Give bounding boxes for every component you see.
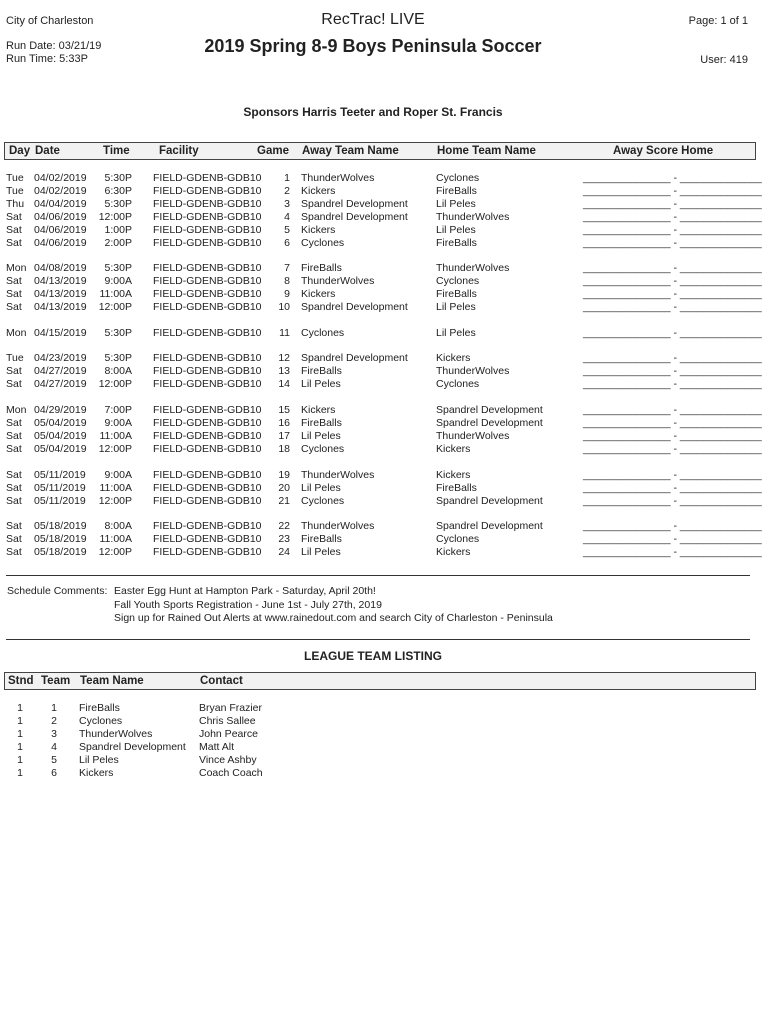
game-day: Sat	[6, 430, 22, 442]
game-facility: FIELD-GDENB-GDB10	[153, 404, 262, 416]
game-number: 1	[284, 172, 290, 184]
team-number: 4	[51, 741, 57, 753]
game-home-team: Spandrel Development	[436, 495, 543, 507]
game-facility: FIELD-GDENB-GDB10	[153, 275, 262, 287]
game-home-team: Kickers	[436, 443, 471, 455]
game-day: Sat	[6, 378, 22, 390]
score-entry: _______________ - ______________	[583, 378, 762, 390]
game-day: Sat	[6, 301, 22, 313]
game-time: 1:00P	[104, 224, 132, 236]
game-time: 5:30P	[104, 327, 132, 339]
game-number: 10	[278, 301, 290, 313]
game-time: 11:00A	[99, 482, 132, 494]
game-number: 16	[278, 417, 290, 429]
game-row	[0, 275, 770, 288]
run-time: Run Time: 5:33P	[6, 53, 88, 65]
game-away-team: Kickers	[301, 288, 336, 300]
game-home-team: FireBalls	[436, 185, 477, 197]
team-number: 2	[51, 715, 57, 727]
game-facility: FIELD-GDENB-GDB10	[153, 533, 262, 545]
game-day: Mon	[6, 404, 27, 416]
team-name: ThunderWolves	[79, 728, 153, 740]
game-time: 5:30P	[104, 198, 132, 210]
game-facility: FIELD-GDENB-GDB10	[153, 417, 262, 429]
game-day: Sat	[6, 288, 22, 300]
score-entry: _______________ - ______________	[583, 288, 762, 300]
game-away-team: Cyclones	[301, 327, 345, 339]
game-time: 6:30P	[104, 185, 132, 197]
game-time: 12:00P	[98, 378, 132, 390]
score-entry: _______________ - ______________	[583, 262, 762, 274]
team-number: 1	[51, 702, 57, 714]
game-away-team: Cyclones	[301, 495, 345, 507]
game-away-team: ThunderWolves	[301, 172, 375, 184]
game-number: 18	[278, 443, 290, 455]
game-number: 19	[278, 469, 290, 481]
game-facility: FIELD-GDENB-GDB10	[153, 211, 262, 223]
game-time: 12:00P	[98, 546, 132, 558]
game-number: 12	[278, 352, 290, 364]
game-time: 12:00P	[98, 301, 132, 313]
score-entry: _______________ - ______________	[583, 185, 762, 197]
game-day: Sat	[6, 237, 22, 249]
game-time: 7:00P	[104, 404, 132, 416]
game-date: 04/27/2019	[34, 365, 87, 377]
game-away-team: Lil Peles	[301, 430, 341, 442]
score-entry: _______________ - ______________	[583, 546, 762, 558]
game-date: 04/04/2019	[34, 198, 87, 210]
game-facility: FIELD-GDENB-GDB10	[153, 301, 262, 313]
game-row	[0, 198, 770, 211]
game-away-team: Spandrel Development	[301, 301, 408, 313]
game-home-team: FireBalls	[436, 237, 477, 249]
game-date: 04/06/2019	[34, 224, 87, 236]
game-number: 11	[279, 327, 290, 339]
game-facility: FIELD-GDENB-GDB10	[153, 224, 262, 236]
game-row	[0, 365, 770, 378]
col-game: Game	[257, 145, 289, 157]
game-home-team: FireBalls	[436, 288, 477, 300]
game-time: 9:00A	[104, 469, 132, 481]
sponsors-line: Sponsors Harris Teeter and Roper St. Francis	[243, 105, 503, 119]
game-facility: FIELD-GDENB-GDB10	[153, 288, 262, 300]
game-day: Sat	[6, 275, 22, 287]
team-row	[0, 754, 770, 767]
game-date: 05/11/2019	[34, 495, 86, 507]
game-day: Sat	[6, 533, 22, 545]
score-entry: _______________ - ______________	[583, 482, 762, 494]
game-home-team: Spandrel Development	[436, 404, 543, 416]
col-away-team: Away Team Name	[302, 145, 399, 157]
team-row	[0, 767, 770, 780]
game-number: 20	[278, 482, 290, 494]
game-home-team: Lil Peles	[436, 198, 476, 210]
game-time: 11:00A	[99, 288, 132, 300]
game-time: 8:00A	[104, 365, 132, 377]
game-home-team: Spandrel Development	[436, 417, 543, 429]
game-day: Mon	[6, 262, 27, 274]
game-time: 2:00P	[104, 237, 132, 249]
score-entry: _______________ - ______________	[583, 352, 762, 364]
game-home-team: ThunderWolves	[436, 365, 510, 377]
game-away-team: Cyclones	[301, 237, 345, 249]
game-number: 2	[284, 185, 290, 197]
score-entry: _______________ - ______________	[583, 224, 762, 236]
app-title: RecTrac! LIVE	[321, 11, 425, 28]
game-row	[0, 482, 770, 495]
game-date: 05/11/2019	[34, 482, 86, 494]
game-day: Tue	[6, 185, 24, 197]
page-number: Page: 1 of 1	[688, 15, 748, 27]
game-date: 04/27/2019	[34, 378, 87, 390]
score-entry: _______________ - ______________	[583, 198, 762, 210]
score-entry: _______________ - ______________	[583, 495, 762, 507]
game-time: 8:00A	[104, 520, 132, 532]
game-facility: FIELD-GDENB-GDB10	[153, 365, 262, 377]
game-away-team: FireBalls	[301, 417, 342, 429]
game-row	[0, 495, 770, 508]
game-day: Sat	[6, 495, 22, 507]
game-row	[0, 211, 770, 224]
game-number: 14	[278, 378, 290, 390]
team-name: Cyclones	[79, 715, 123, 727]
game-facility: FIELD-GDENB-GDB10	[153, 262, 262, 274]
game-day: Tue	[6, 352, 24, 364]
game-facility: FIELD-GDENB-GDB10	[153, 198, 262, 210]
game-home-team: ThunderWolves	[436, 262, 510, 274]
game-number: 22	[278, 520, 290, 532]
game-date: 04/23/2019	[34, 352, 87, 364]
game-date: 05/18/2019	[34, 546, 87, 558]
comment-line: Easter Egg Hunt at Hampton Park - Saturday, April 20th!	[114, 585, 376, 597]
report-title: 2019 Spring 8-9 Boys Peninsula Soccer	[204, 36, 542, 56]
game-time: 5:30P	[104, 172, 132, 184]
game-date: 05/11/2019	[34, 469, 86, 481]
game-away-team: Cyclones	[301, 443, 345, 455]
game-number: 23	[278, 533, 290, 545]
game-home-team: ThunderWolves	[436, 430, 510, 442]
game-away-team: Kickers	[301, 185, 336, 197]
game-row	[0, 417, 770, 430]
game-row	[0, 224, 770, 237]
game-number: 6	[284, 237, 290, 249]
col-score: Away Score Home	[613, 145, 714, 157]
game-home-team: Cyclones	[436, 275, 480, 287]
game-time: 11:00A	[99, 533, 132, 545]
game-home-team: Spandrel Development	[436, 520, 543, 532]
team-name: Lil Peles	[79, 754, 119, 766]
team-stnd: 1	[17, 767, 23, 779]
game-date: 05/04/2019	[34, 443, 87, 455]
team-contact: Coach Coach	[199, 767, 263, 779]
team-stnd: 1	[17, 715, 23, 727]
game-away-team: ThunderWolves	[301, 469, 375, 481]
divider	[6, 575, 750, 576]
game-facility: FIELD-GDENB-GDB10	[153, 430, 262, 442]
col-day: Day	[9, 145, 31, 157]
team-stnd: 1	[17, 702, 23, 714]
game-day: Mon	[6, 327, 27, 339]
team-contact: John Pearce	[199, 728, 258, 740]
score-entry: _______________ - ______________	[583, 404, 762, 416]
score-entry: _______________ - ______________	[583, 172, 762, 184]
league-title: LEAGUE TEAM LISTING	[304, 649, 442, 663]
score-entry: _______________ - ______________	[583, 275, 762, 287]
team-contact: Vince Ashby	[199, 754, 257, 766]
game-day: Sat	[6, 365, 22, 377]
comment-line: Fall Youth Sports Registration - June 1st - July 27th, 2019	[114, 599, 382, 611]
game-number: 24	[278, 546, 290, 558]
game-day: Sat	[6, 443, 22, 455]
game-date: 04/06/2019	[34, 237, 87, 249]
game-day: Sat	[6, 224, 22, 236]
game-row	[0, 352, 770, 365]
game-time: 9:00A	[104, 275, 132, 287]
game-away-team: Lil Peles	[301, 378, 341, 390]
game-date: 04/13/2019	[34, 275, 87, 287]
game-facility: FIELD-GDENB-GDB10	[153, 495, 262, 507]
game-date: 04/15/2019	[34, 327, 87, 339]
game-row	[0, 404, 770, 417]
game-day: Sat	[6, 417, 22, 429]
game-day: Thu	[6, 198, 25, 210]
game-away-team: Kickers	[301, 404, 336, 416]
game-time: 12:00P	[98, 443, 132, 455]
game-row	[0, 378, 770, 391]
game-away-team: Spandrel Development	[301, 352, 408, 364]
game-home-team: Cyclones	[436, 172, 480, 184]
team-stnd: 1	[17, 741, 23, 753]
game-home-team: Lil Peles	[436, 327, 476, 339]
divider	[6, 639, 750, 640]
game-day: Sat	[6, 546, 22, 558]
team-stnd: 1	[17, 728, 23, 740]
score-entry: _______________ - ______________	[583, 520, 762, 532]
score-entry: _______________ - ______________	[583, 443, 762, 455]
game-row	[0, 533, 770, 546]
game-facility: FIELD-GDENB-GDB10	[153, 185, 262, 197]
col-date: Date	[35, 145, 60, 157]
game-date: 05/04/2019	[34, 417, 87, 429]
game-row	[0, 469, 770, 482]
game-facility: FIELD-GDENB-GDB10	[153, 443, 262, 455]
game-date: 04/13/2019	[34, 288, 87, 300]
game-date: 05/04/2019	[34, 430, 87, 442]
game-home-team: Kickers	[436, 546, 471, 558]
col-team: Team	[41, 675, 71, 687]
game-row	[0, 430, 770, 443]
game-row	[0, 262, 770, 275]
team-stnd: 1	[17, 754, 23, 766]
game-row	[0, 327, 770, 340]
game-day: Sat	[6, 482, 22, 494]
col-time: Time	[103, 145, 130, 157]
game-away-team: FireBalls	[301, 365, 342, 377]
game-away-team: ThunderWolves	[301, 520, 375, 532]
game-row	[0, 237, 770, 250]
game-facility: FIELD-GDENB-GDB10	[153, 378, 262, 390]
game-facility: FIELD-GDENB-GDB10	[153, 469, 262, 481]
game-number: 13	[278, 365, 290, 377]
game-away-team: Spandrel Development	[301, 198, 408, 210]
game-away-team: Lil Peles	[301, 546, 341, 558]
game-date: 04/06/2019	[34, 211, 87, 223]
team-contact: Bryan Frazier	[199, 702, 263, 714]
team-name: FireBalls	[79, 702, 120, 714]
score-entry: _______________ - ______________	[583, 365, 762, 377]
game-row	[0, 172, 770, 185]
game-away-team: Spandrel Development	[301, 211, 408, 223]
game-day: Tue	[6, 172, 24, 184]
run-date: Run Date: 03/21/19	[6, 40, 102, 52]
game-date: 04/02/2019	[34, 172, 87, 184]
user-id: User: 419	[700, 54, 748, 66]
col-stnd: Stnd	[8, 675, 34, 687]
game-home-team: Kickers	[436, 352, 471, 364]
game-number: 15	[278, 404, 290, 416]
game-facility: FIELD-GDENB-GDB10	[153, 546, 262, 558]
game-day: Sat	[6, 469, 22, 481]
game-time: 12:00P	[98, 211, 132, 223]
game-number: 3	[284, 198, 290, 210]
game-away-team: Lil Peles	[301, 482, 341, 494]
score-entry: _______________ - ______________	[583, 237, 762, 249]
game-number: 7	[284, 262, 290, 274]
game-date: 05/18/2019	[34, 520, 87, 532]
team-name: Kickers	[79, 767, 114, 779]
team-row	[0, 715, 770, 728]
game-row	[0, 520, 770, 533]
game-number: 17	[278, 430, 290, 442]
comments-label: Schedule Comments:	[7, 585, 108, 597]
game-number: 9	[284, 288, 290, 300]
game-facility: FIELD-GDENB-GDB10	[153, 482, 262, 494]
score-entry: _______________ - ______________	[583, 469, 762, 481]
game-home-team: ThunderWolves	[436, 211, 510, 223]
game-row	[0, 443, 770, 456]
team-number: 3	[51, 728, 57, 740]
comment-line: Sign up for Rained Out Alerts at www.rainedout.com and search City of Charleston - Peninsula	[114, 612, 553, 624]
schedule-header	[4, 142, 756, 160]
game-day: Sat	[6, 520, 22, 532]
game-home-team: Cyclones	[436, 533, 480, 545]
game-date: 05/18/2019	[34, 533, 87, 545]
game-number: 4	[284, 211, 290, 223]
col-home-team: Home Team Name	[437, 145, 536, 157]
game-time: 11:00A	[99, 430, 132, 442]
game-away-team: FireBalls	[301, 533, 342, 545]
team-name: Spandrel Development	[79, 741, 186, 753]
game-row	[0, 546, 770, 559]
game-facility: FIELD-GDENB-GDB10	[153, 327, 262, 339]
col-team-name: Team Name	[80, 675, 144, 687]
score-entry: _______________ - ______________	[583, 327, 762, 339]
team-contact: Matt Alt	[199, 741, 235, 753]
game-row	[0, 185, 770, 198]
score-entry: _______________ - ______________	[583, 301, 762, 313]
team-row	[0, 728, 770, 741]
col-facility: Facility	[159, 145, 199, 157]
team-number: 5	[51, 754, 57, 766]
game-facility: FIELD-GDENB-GDB10	[153, 237, 262, 249]
game-away-team: FireBalls	[301, 262, 342, 274]
game-date: 04/08/2019	[34, 262, 87, 274]
score-entry: _______________ - ______________	[583, 417, 762, 429]
team-row	[0, 702, 770, 715]
game-time: 5:30P	[104, 352, 132, 364]
game-home-team: Lil Peles	[436, 224, 476, 236]
game-time: 9:00A	[104, 417, 132, 429]
game-home-team: FireBalls	[436, 482, 477, 494]
score-entry: _______________ - ______________	[583, 533, 762, 545]
game-row	[0, 301, 770, 314]
team-row	[0, 741, 770, 754]
game-facility: FIELD-GDENB-GDB10	[153, 520, 262, 532]
game-date: 04/02/2019	[34, 185, 87, 197]
game-row	[0, 288, 770, 301]
col-contact: Contact	[200, 675, 243, 687]
game-away-team: ThunderWolves	[301, 275, 375, 287]
game-home-team: Kickers	[436, 469, 471, 481]
game-date: 04/29/2019	[34, 404, 87, 416]
team-contact: Chris Sallee	[199, 715, 256, 727]
score-entry: _______________ - ______________	[583, 211, 762, 223]
score-entry: _______________ - ______________	[583, 430, 762, 442]
game-home-team: Lil Peles	[436, 301, 476, 313]
game-number: 8	[284, 275, 290, 287]
game-time: 5:30P	[104, 262, 132, 274]
game-time: 12:00P	[98, 495, 132, 507]
game-date: 04/13/2019	[34, 301, 87, 313]
league-header	[4, 672, 756, 690]
game-away-team: Kickers	[301, 224, 336, 236]
organization-name: City of Charleston	[6, 15, 94, 27]
game-number: 21	[278, 495, 290, 507]
game-number: 5	[284, 224, 290, 236]
game-facility: FIELD-GDENB-GDB10	[153, 352, 262, 364]
game-day: Sat	[6, 211, 22, 223]
team-number: 6	[51, 767, 57, 779]
game-home-team: Cyclones	[436, 378, 480, 390]
game-facility: FIELD-GDENB-GDB10	[153, 172, 262, 184]
